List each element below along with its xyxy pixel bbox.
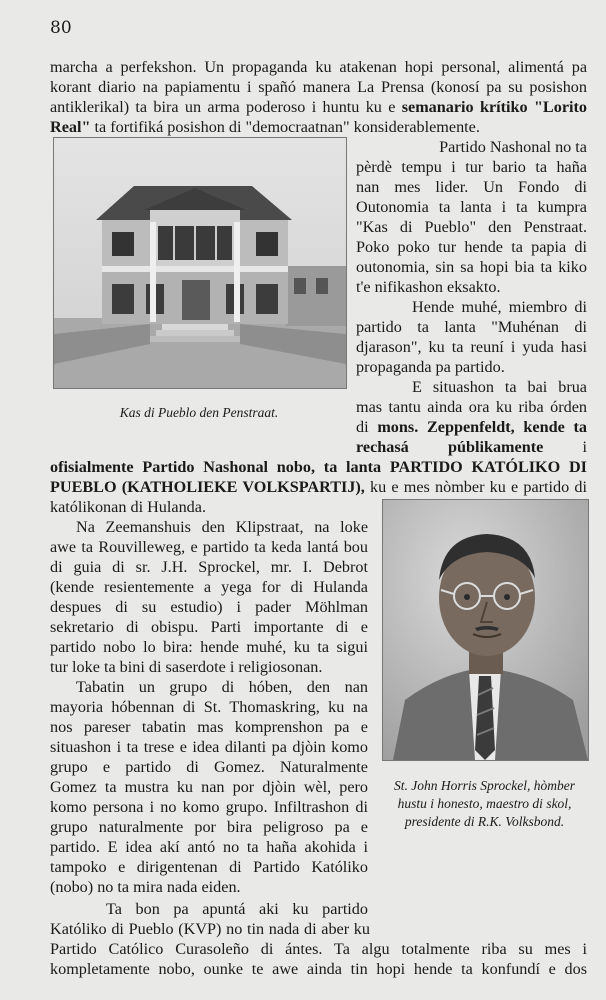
bold-run: Real" bbox=[50, 118, 91, 136]
text-line: situashon i ta trese e idea dilanti pa djòin komo bbox=[50, 738, 368, 756]
text-line: djarason", ku ta reuní i yuda hasi bbox=[356, 338, 587, 356]
text-line: (kende resientemente a yega for di Hulanda bbox=[50, 578, 368, 596]
photo-caption: presidente di R.K. Volksbond. bbox=[404, 814, 565, 829]
text-line: kompletamente nobo, ounke te awe ainda tin hopi hende ta konfundí e dos bbox=[50, 960, 587, 978]
text-line: Ta bon pa apuntá aki ku partido bbox=[106, 900, 368, 918]
text-run: di bbox=[356, 418, 378, 436]
text-line: grupo e partido di Gomez. Naturalmente bbox=[50, 758, 368, 776]
text-line: Poko poko tur hende ta papia di bbox=[356, 238, 587, 256]
text-line: Outonomia ta lanta i ta kumpra bbox=[356, 198, 587, 216]
text-line: partido. E idea akí antó no ta haña akohida i bbox=[50, 838, 368, 856]
text-line: t'e nifikashon eksakto. bbox=[356, 278, 501, 296]
text-line: nos pareser tabatin mas komprenshon pa e bbox=[50, 718, 368, 736]
kas-di-pueblo-photo bbox=[53, 137, 347, 389]
text-line: awe ta Rouvilleweg, e partido ta keda lantá bou bbox=[50, 538, 368, 556]
bold-run: PUEBLO (KATHOLIEKE VOLKSPARTIJ), bbox=[50, 478, 365, 496]
bold-run: ofisialmente Partido Nashonal nobo, ta lanta PARTIDO KATÓLIKO DI bbox=[50, 458, 587, 476]
text-line: despues di su estudio) i pader Möhlman bbox=[50, 598, 368, 616]
sprockel-portrait-photo bbox=[382, 499, 589, 761]
text-line bbox=[50, 458, 587, 477]
text-line bbox=[356, 438, 587, 457]
text-run: ta fortifiká posishon di "democraatnan" konsiderablemente. bbox=[90, 118, 480, 136]
bold-run: mons. Zeppenfeldt, kende ta bbox=[377, 418, 587, 436]
text-line: katólikonan di Hulanda. bbox=[50, 498, 206, 516]
text-line: Tabatin un grupo di hóben, den nan bbox=[76, 678, 368, 696]
text-line: Partido Nashonal no ta bbox=[439, 138, 587, 156]
text-line: mas tantu ainda ora ku riba órden bbox=[356, 398, 587, 416]
text-line: sekretario di obispu. Parti importante di e bbox=[50, 618, 368, 636]
text-line: di guia di sr. J.H. Sprockel, mr. I. Debrot bbox=[50, 558, 368, 576]
text-line bbox=[50, 478, 587, 497]
photo-caption: Kas di Pueblo den Penstraat. bbox=[119, 405, 279, 420]
photo-caption: St. John Horris Sprockel, hòmber bbox=[394, 778, 575, 793]
bold-run: rechasá bbox=[356, 438, 409, 456]
text-line: korant diario na papiamentu i spañó manera La Prensa (konosí pa su posishon bbox=[50, 78, 587, 96]
text-line: partido ta lanta "Muhénan di bbox=[356, 318, 587, 336]
text-line: tur loke ta bini di saserdote i religiosonan. bbox=[50, 658, 323, 676]
page-number: 80 bbox=[50, 18, 72, 38]
text-line: propaganda pa partido. bbox=[356, 358, 505, 376]
text-run: ku e mes nòmber ku e partido di bbox=[364, 478, 587, 496]
text-line: grupo naturalmente por bira peligroso pa e bbox=[50, 818, 368, 836]
text-line: Partido Católico Curasoleño di ántes. Ta algu totalmente riba su mes i bbox=[50, 940, 587, 958]
text-line: outonomia, sin sa hopi bia ta kiko bbox=[356, 258, 587, 276]
text-line: Hende muhé, miembro di bbox=[412, 298, 587, 316]
text-line: komo persona i no komo grupo. Infiltrashon di bbox=[50, 798, 368, 816]
text-line: E situashon ta bai brua bbox=[412, 378, 587, 396]
text-line: partido nobo lo bira: hende muhé, ku ta sigui bbox=[50, 638, 368, 656]
text-line bbox=[50, 118, 587, 137]
photo-caption: hustu i honesto, maestro di skol, bbox=[397, 796, 572, 811]
text-line: "Kas di Pueblo" den Penstraat. bbox=[356, 218, 587, 236]
text-line bbox=[50, 98, 587, 117]
text-line: nan mes lider. Un Fondo di bbox=[356, 178, 587, 196]
text-line: Gomez ta mustra ku nan por djòin wèl, pero bbox=[50, 778, 368, 796]
text-line: tampoko e dirigentenan di Partido Katóliko bbox=[50, 858, 368, 876]
bold-run: semanario krítiko "Lorito bbox=[401, 98, 587, 116]
text-line: (nobo) no ta mira nada eiden. bbox=[50, 878, 241, 896]
text-line: marcha a perfekshon. Un propaganda ku atakenan hopi personal, alimentá pa bbox=[50, 58, 587, 76]
text-run: i bbox=[582, 438, 587, 456]
text-line: pèrdè tempu i tur bario ta haña bbox=[356, 158, 587, 176]
bold-run: públikamente bbox=[447, 438, 544, 456]
text-run: antiklerikal) ta bira un arma poderoso i huntu ku e bbox=[50, 98, 402, 116]
text-line: Na Zeemanshuis den Klipstraat, na loke bbox=[76, 518, 368, 536]
text-line bbox=[356, 418, 587, 437]
text-line: mayoria hóbennan di St. Thomaskring, ku na bbox=[50, 698, 368, 716]
text-line: Katóliko di Pueblo (KVP) no tin nada di aber ku bbox=[50, 920, 370, 938]
